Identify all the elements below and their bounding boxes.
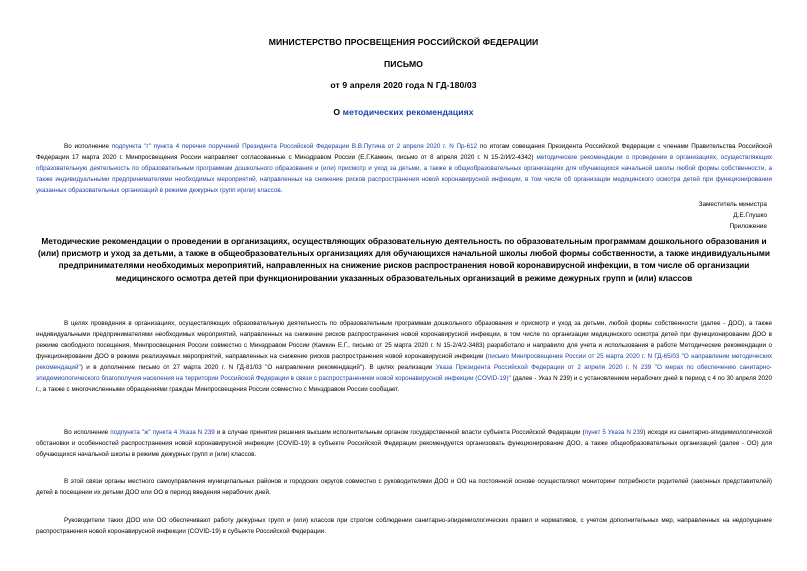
intro-link-recommendations[interactable]: методические рекомендации о проведении в организациях, осуществляющих образовательную деятельность по образовательным программам дошкольного образования и (или) присмотр и уход за детьми, а также в общеобразовательных организациях для обучающихся начальной школы любой формы собственности, а также индивидуальными предпринимателями необходимых мероприятий, направленных на снижение рисков распространения новой коронавирусной инфекции, в том числе об организации медицинского осмотра детей при функционировании указанных образовательных организаций в режиме дежурных групп и(или) классов bbox=[36, 154, 773, 194]
p1-text-1: В целях проведения в организациях, осуществляющих образовательную деятельность по образовательным программам дошкольного образования и присмотр и уход за детьми, любой формы собственности (далее - ДОО), а также индивидуальными предпринимателями необходимых мероприятий, направленных на снижение рисков распространения новой коронавирусной инфекции, в том числе по организации медицинского осмотра детей при функционировании ДОО в режиме свободного посещения, Минпросвещения России совместно с Минздравом России (Камкин Е.Г., письмо от 25 марта 2020 г. N 15-2/4/2-3483) разработало и направило для учета и использования в работе Методические рекомендации о функционировании ДОО в режиме реализуемых мероприятий, направленных на снижение рисков распространения новой коронавирусной инфекции ( bbox=[36, 320, 772, 360]
intro-paragraph bbox=[36, 141, 772, 196]
p2-text-1: Во исполнение bbox=[64, 429, 111, 436]
subject-link[interactable]: методических рекомендациях bbox=[342, 107, 474, 117]
appendix-label: Приложение bbox=[729, 223, 767, 230]
intro-text-2: по итогам совещания Президента Российской Федерации с членами Правительства Российской Федерации 17 марта 2020 г. Минпросвещения России направляет согласованные с Минздравом России (Е.Г.Камкин, письмо от 8 апреля 2020 г. N 15-2/И/2-4342) bbox=[36, 143, 773, 161]
subject-prefix: О bbox=[333, 107, 343, 117]
paragraph-monitoring: В этой связи органы местного самоуправления муниципальных районов и городских округов совместно с руководителями ДОО и ОО на постоянной основе осуществляют мониторинг потребности родителей (законных представителей) детей в посещении их детьми ДОО или ОО в период введения нерабочих дней. bbox=[36, 478, 772, 496]
subject-heading bbox=[0, 107, 807, 117]
signature-position: Заместитель министра bbox=[698, 201, 767, 208]
ministry-heading: МИНИСТЕРСТВО ПРОСВЕЩЕНИЯ РОССИЙСКОЙ ФЕДЕРАЦИИ bbox=[268, 37, 539, 47]
p2-text-3: ) исходя из санитарно-эпидемиологической обстановки и особенностей распространения новой коронавирусной инфекции (COVID-19) в субъекте Российской Федерации рекомендуется организовать функционирование ДОО, а также общеобразовательных организаций (далее - ОО) для обучающихся начальной школы в режиме дежурных групп и (или) классов. bbox=[36, 429, 772, 458]
paragraph-decree bbox=[36, 427, 772, 460]
p1-text-3: (далее - Указ N 239) и с установлением нерабочих дней в период с 4 по 30 апреля 2020 г., а также с многочисленными обращениями граждан Минпросвещения России совместно с Минздравом России сообщает. bbox=[36, 375, 772, 393]
appendix-title: Методические рекомендации о проведении в организациях, осуществляющих образовательную деятельность по образовательным программам дошкольного образования и (или) присмотр и уход за детьми, а также в общеобразовательных организациях для обучающихся начальной школы любой формы собственности, а также индивидуальными предпринимателями необходимых мероприятий, направленных на снижение рисков распространения новой коронавирусной инфекции, в том числе об организации медицинского осмотра детей при функционировании указанных образовательных организаций в режиме дежурных групп и (или) классов bbox=[38, 236, 770, 283]
p1-text-2: ) и в дополнение письмо от 27 марта 2020 г. N ГД-81/03 "О направлении рекомендаций"). В целях реализации bbox=[80, 364, 436, 371]
p2-text-2: и в случае принятия решения высшим исполнительным органом государственной власти субъекта Российской Федерации ( bbox=[214, 429, 585, 436]
paragraph-duty-groups: Руководители таких ДОО или ОО обеспечивают работу дежурных групп и (или) классов при строгом соблюдении санитарно-эпидемиологических правил и нормативов, с учетом дополнительных мер, направленных на недопущение распространения новой коронавирусной инфекции (COVID-19) в субъекте Российской Федерации. bbox=[36, 517, 772, 535]
signature-name: Д.Е.Глушко bbox=[733, 212, 767, 219]
p1-link-letter[interactable]: письмо Минпросвещения России от 25 марта 2020 г. N ГД-65/03 "О направлении методических рекомендаций" bbox=[36, 353, 772, 371]
p2-link-point5[interactable]: пункт 5 Указа N 239 bbox=[584, 429, 644, 436]
intro-text-1: Во исполнение bbox=[64, 143, 112, 150]
paragraph-purpose bbox=[36, 318, 772, 395]
date-number-heading: от 9 апреля 2020 года N ГД-180/03 bbox=[330, 80, 477, 90]
p1-link-decree[interactable]: Указа Президента Российской Федерации от 2 апреля 2020 г. N 239 "О мерах по обеспечению санитарно-эпидемиологического благополучия населения на территории Российской Федерации в связи с распространением новой коронавирусной инфекции (COVID-19)" bbox=[36, 364, 772, 382]
intro-link-president-order[interactable]: подпункта "г" пункта 4 перечня поручений Президента Российской Федерации В.В.Путина от 2 апреля 2020 г. N Пр-612 bbox=[111, 143, 478, 150]
intro-text-3: . bbox=[280, 187, 283, 194]
p2-link-subpoint[interactable]: подпункта "ж" пункта 4 Указа N 239 bbox=[110, 429, 215, 436]
doc-type-heading: ПИСЬМО bbox=[384, 59, 423, 69]
